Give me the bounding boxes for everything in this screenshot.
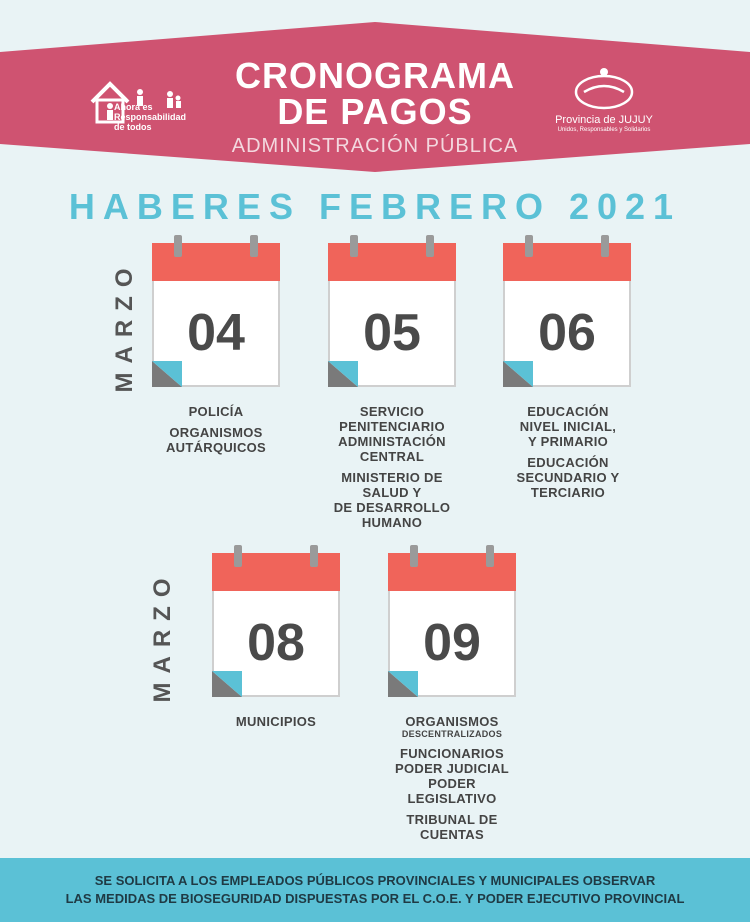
label-line: EDUCACIÓN: [527, 404, 609, 419]
label-line: SECUNDARIO Y: [516, 470, 620, 485]
labels-day-04: [140, 404, 292, 455]
footer-notice: [0, 858, 750, 922]
label-line: FUNCIONARIOS: [400, 746, 504, 761]
calendar-ring: [234, 545, 242, 567]
label-line: POLICÍA: [188, 404, 244, 419]
calendar-number: 05: [363, 304, 421, 362]
page-fold-icon: [212, 671, 242, 697]
label-line: PENITENCIARIO: [339, 419, 445, 434]
page-fold-icon: [388, 671, 418, 697]
calendar-ring: [601, 235, 609, 257]
calendar-day-04: [152, 235, 280, 387]
footer-line2: LAS MEDIDAS DE BIOSEGURIDAD DISPUESTAS POR EL C.O.E. Y PODER EJECUTIVO PROVINCIAL: [65, 891, 685, 906]
footer-line1: SE SOLICITA A LOS EMPLEADOS PÚBLICOS PROVINCIALES Y MUNICIPALES OBSERVAR: [94, 873, 656, 888]
label-line: SALUD Y: [362, 485, 422, 500]
calendar-number: 04: [187, 304, 245, 362]
month-label-row1: MARZO: [111, 259, 138, 393]
label-line: ADMINISTACIÓN: [338, 434, 446, 449]
calendar-header: [212, 553, 340, 591]
calendar-number: 08: [247, 614, 305, 672]
handshake-icon: [548, 66, 660, 112]
calendar-ring: [410, 545, 418, 567]
calendar-day-06: [503, 235, 631, 387]
calendar-day-05: [328, 235, 456, 387]
calendar-header: [328, 243, 456, 281]
page-heading: HABERES FEBRERO 2021: [68, 186, 682, 227]
calendar-ring: [310, 545, 318, 567]
label-line: DESCENTRALIZADOS: [401, 729, 503, 739]
logo-left-line1: Ahora es: [114, 102, 153, 112]
title-line1: CRONOGRAMA: [235, 55, 515, 96]
calendar-ring: [250, 235, 258, 257]
label-line: TRIBUNAL DE: [406, 812, 498, 827]
calendar-ring: [525, 235, 533, 257]
page-fold-icon: [152, 361, 182, 387]
title-line2: DE PAGOS: [277, 91, 473, 132]
logo-left-line3: de todos: [114, 122, 152, 132]
calendar-ring: [350, 235, 358, 257]
label-line: SERVICIO: [359, 404, 425, 419]
label-line: CUENTAS: [420, 827, 484, 842]
calendar-day-09: [388, 545, 516, 697]
label-line: PODER: [428, 776, 476, 791]
label-line: Y PRIMARIO: [527, 434, 609, 449]
month-label-row2: MARZO: [149, 569, 176, 703]
label-line: LEGISLATIVO: [407, 791, 497, 806]
labels-day-09: [372, 714, 532, 842]
label-line: TERCIARIO: [530, 485, 606, 500]
calendar-ring: [486, 545, 494, 567]
label-line: PODER JUDICIAL: [395, 761, 509, 776]
label-line: AUTÁRQUICOS: [165, 440, 267, 455]
label-line: MINISTERIO DE: [341, 470, 443, 485]
calendar-number: 09: [423, 614, 481, 672]
label-line: ORGANISMOS: [405, 714, 499, 729]
label-line: ORGANISMOS: [169, 425, 263, 440]
calendar-header: [503, 243, 631, 281]
page-fold-icon: [328, 361, 358, 387]
page-fold-icon: [503, 361, 533, 387]
label-line: MUNICIPIOS: [235, 714, 317, 729]
label-line: DE DESARROLLO: [333, 500, 451, 515]
labels-day-05: [312, 404, 472, 530]
label-line: CENTRAL: [359, 449, 425, 464]
calendar-number: 06: [538, 304, 596, 362]
logo-right-tagline: Unidos, Responsables y Solidarios: [557, 127, 651, 133]
label-line: HUMANO: [361, 515, 423, 530]
calendar-ring: [174, 235, 182, 257]
logo-right-name: Provincia de JUJUY: [555, 114, 653, 126]
calendar-header: [152, 243, 280, 281]
label-line: NIVEL INICIAL,: [519, 419, 617, 434]
subtitle: ADMINISTRACIÓN PÚBLICA: [231, 135, 519, 157]
jujuy-logo: [548, 66, 660, 146]
label-line: EDUCACIÓN: [527, 455, 609, 470]
labels-day-06: [488, 404, 648, 500]
labels-day-08: [200, 714, 352, 729]
header-banner: [0, 22, 750, 172]
logo-left-line2: Responsabilidad: [114, 112, 187, 122]
calendar-header: [388, 553, 516, 591]
calendar-day-08: [212, 545, 340, 697]
calendar-ring: [426, 235, 434, 257]
